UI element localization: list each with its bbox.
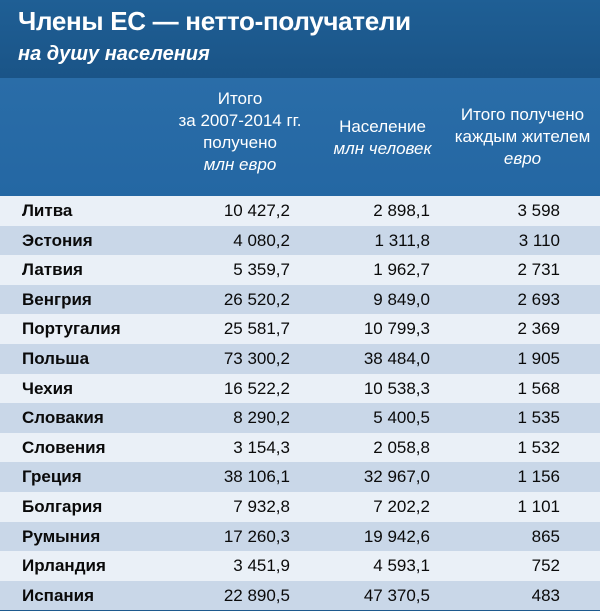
cell-per-capita: 1 568: [517, 378, 560, 398]
cell-population: 10 799,3: [363, 319, 430, 339]
cell-total-received: 5 359,7: [233, 260, 290, 280]
cell-per-capita: 1 535: [517, 408, 560, 428]
table-row: [0, 314, 600, 344]
table-row: [0, 551, 600, 581]
header-population: [320, 116, 445, 160]
cell-population: 2 898,1: [373, 201, 430, 220]
header-line: Итого: [217, 89, 263, 108]
table-body: [0, 196, 600, 610]
table-row: [0, 433, 600, 463]
cell-per-capita: 752: [531, 556, 560, 576]
table-row: [0, 226, 600, 256]
cell-per-capita: 1 156: [517, 467, 560, 487]
cell-country: Словакия: [22, 408, 104, 428]
header-unit: евро: [503, 149, 542, 168]
cell-population: 1 311,8: [374, 230, 430, 250]
header-line: Население: [339, 117, 426, 136]
cell-per-capita: 483: [531, 585, 560, 605]
header-unit: млн евро: [203, 155, 277, 174]
cell-country: Латвия: [22, 260, 83, 280]
cell-population: 32 967,0: [363, 467, 430, 487]
table-row: [0, 285, 600, 315]
cell-country: Словения: [22, 437, 106, 457]
cell-country: Литва: [22, 201, 73, 220]
cell-country: Португалия: [22, 319, 121, 339]
header-unit: млн человек: [333, 139, 432, 158]
cell-total-received: 26 520,2: [223, 289, 290, 309]
cell-total-received: 25 581,7: [223, 319, 290, 339]
cell-population: 2 058,8: [373, 437, 430, 457]
cell-country: Эстония: [22, 230, 93, 250]
cell-total-received: 38 106,1: [223, 467, 290, 487]
cell-per-capita: 1 101: [517, 496, 560, 516]
cell-per-capita: 3 598: [517, 201, 560, 220]
title-bar: [0, 0, 600, 78]
chart-subtitle: на душу населения: [18, 43, 210, 65]
cell-total-received: 73 300,2: [223, 348, 290, 368]
header-line: Итого получено: [460, 105, 585, 124]
table-row: [0, 492, 600, 522]
cell-country: Чехия: [22, 378, 73, 398]
cell-total-received: 16 522,2: [223, 378, 290, 398]
cell-per-capita: 2 369: [517, 319, 560, 339]
cell-country: Польша: [22, 348, 90, 368]
table-row: [0, 196, 600, 226]
cell-total-received: 4 080,2: [233, 230, 290, 250]
cell-per-capita: 1 532: [517, 437, 560, 457]
cell-total-received: 22 890,5: [223, 585, 290, 605]
cell-total-received: 3 154,3: [233, 437, 290, 457]
header-per-capita: [445, 104, 600, 170]
cell-population: 10 538,3: [363, 378, 430, 398]
cell-per-capita: 2 693: [517, 289, 560, 309]
cell-country: Румыния: [22, 526, 101, 546]
chart-title: Члены ЕС — нетто-получатели: [18, 6, 411, 36]
header-total-received: [160, 88, 320, 176]
cell-population: 4 593,1: [373, 556, 430, 576]
header-line: каждым жителем: [454, 127, 591, 146]
table-row: [0, 522, 600, 552]
header-line: за 2007-2014 гг.: [178, 111, 302, 130]
cell-population: 9 849,0: [373, 289, 430, 309]
table-header: [0, 78, 600, 196]
table-row: [0, 403, 600, 433]
cell-total-received: 8 290,2: [233, 408, 290, 428]
cell-population: 5 400,5: [373, 408, 430, 428]
cell-total-received: 3 451,9: [233, 556, 290, 576]
cell-per-capita: 2 731: [517, 260, 560, 280]
table-row: [0, 344, 600, 374]
cell-country: Венгрия: [22, 289, 92, 309]
cell-total-received: 7 932,8: [233, 496, 290, 516]
table-row: [0, 581, 600, 611]
cell-per-capita: 3 110: [518, 230, 560, 250]
table-row: [0, 255, 600, 285]
cell-country: Ирландия: [22, 556, 106, 576]
cell-per-capita: 1 905: [517, 348, 560, 368]
cell-population: 19 942,6: [363, 526, 430, 546]
cell-total-received: 10 427,2: [223, 201, 290, 220]
table-row: [0, 374, 600, 404]
cell-population: 7 202,2: [373, 496, 430, 516]
cell-country: Греция: [22, 467, 82, 487]
cell-per-capita: 865: [531, 526, 560, 546]
cell-country: Болгария: [22, 496, 103, 516]
cell-total-received: 17 260,3: [223, 526, 290, 546]
header-line: получено: [203, 133, 277, 152]
table-row: [0, 462, 600, 492]
cell-population: 47 370,5: [363, 585, 430, 605]
cell-country: Испания: [22, 585, 95, 605]
cell-population: 38 484,0: [363, 348, 430, 368]
cell-population: 1 962,7: [373, 260, 430, 280]
